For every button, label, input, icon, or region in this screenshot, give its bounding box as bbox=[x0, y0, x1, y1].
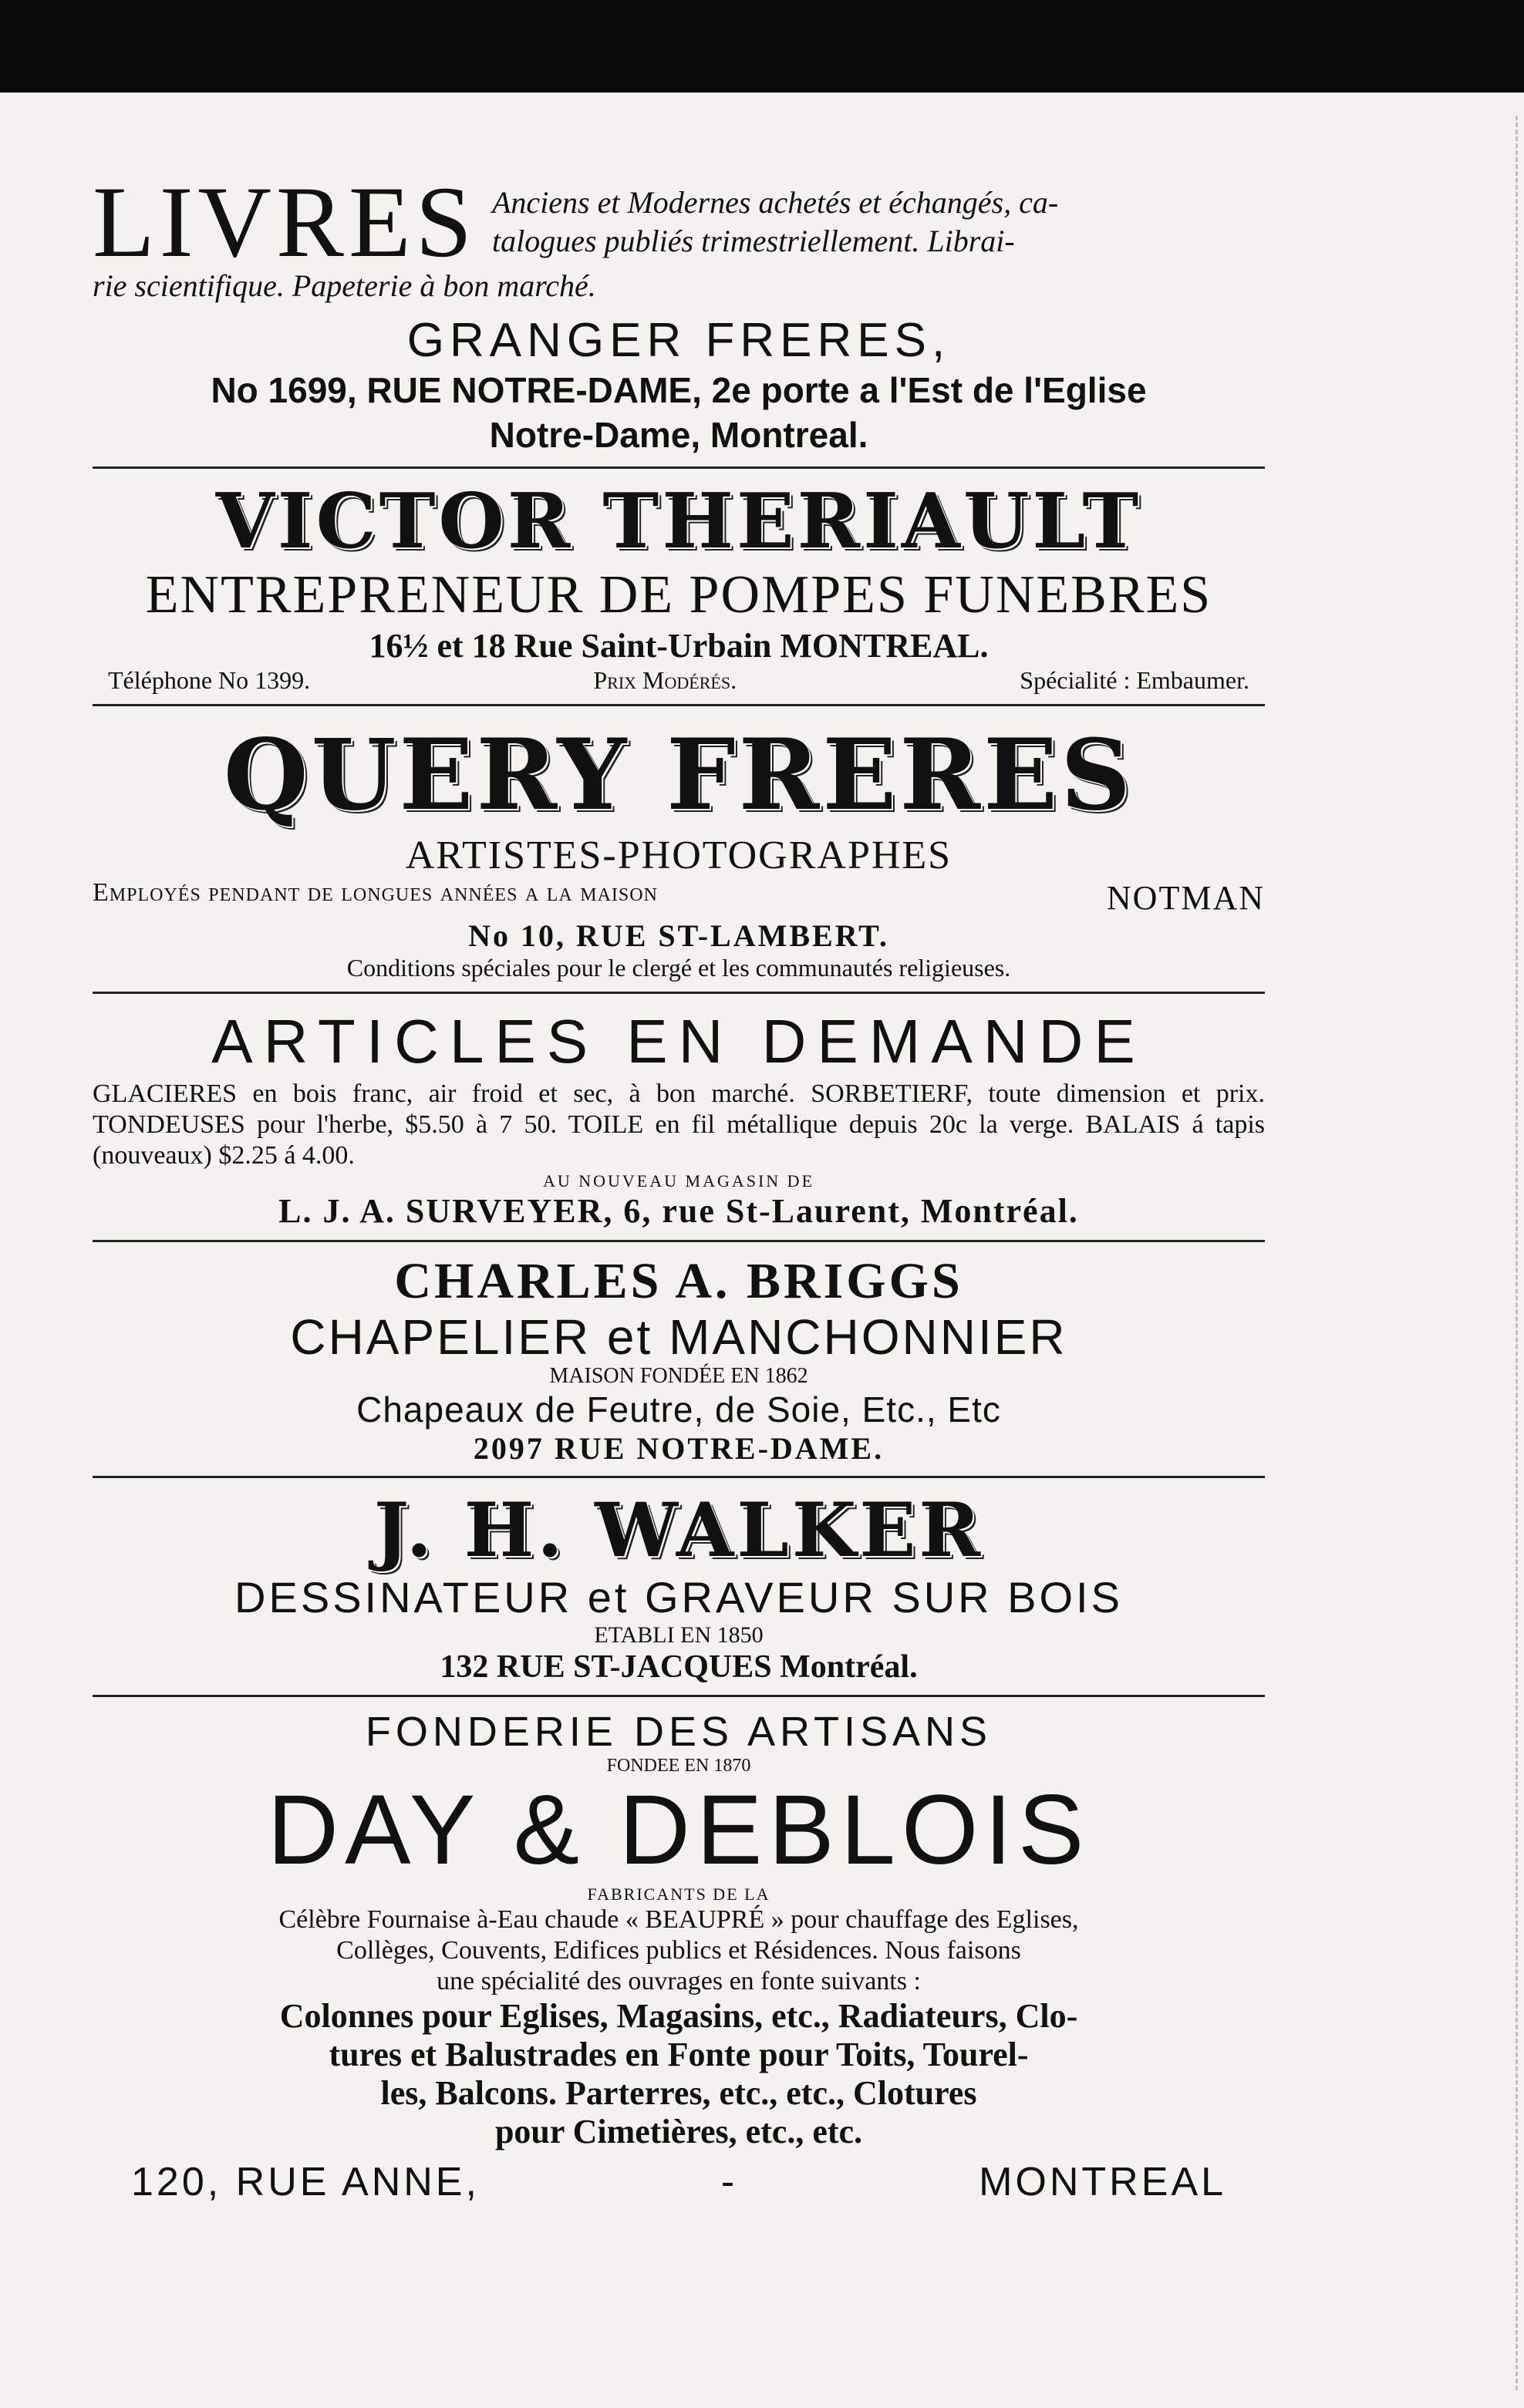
day-fondee: FONDEE EN 1870 bbox=[606, 1756, 751, 1776]
briggs-name: CHARLES A. BRIGGS bbox=[394, 1253, 963, 1309]
ad-articles-en-demande bbox=[93, 1005, 1265, 1231]
divider bbox=[93, 992, 1265, 994]
ad-day-deblois bbox=[93, 1708, 1265, 2205]
walker-etabli: ETABLI EN 1850 bbox=[594, 1622, 764, 1648]
ad-victor-theriault bbox=[93, 477, 1265, 695]
query-employes-text: Employés pendant de longues années a la maison bbox=[93, 878, 658, 907]
ad-query-freres bbox=[93, 717, 1265, 982]
scan-top-border bbox=[0, 0, 1524, 93]
theriault-prix: Prix Modérés. bbox=[593, 666, 737, 694]
divider bbox=[93, 466, 1265, 469]
day-celebre-line2: Collèges, Couvents, Edifices publics et Résidences. Nous faisons bbox=[336, 1936, 1021, 1965]
day-deblois-name: DAY & DEBLOIS bbox=[267, 1775, 1091, 1885]
ad-charles-briggs bbox=[93, 1253, 1265, 1467]
day-address-city: MONTREAL bbox=[979, 2160, 1226, 2204]
query-name: QUERY FRERES bbox=[223, 718, 1135, 832]
briggs-fondee: MAISON FONDÉE EN 1862 bbox=[549, 1364, 808, 1388]
day-colonnes-line3: les, Balcons. Parterres, etc., etc., Clotures bbox=[380, 2074, 977, 2112]
query-profession: ARTISTES-PHOTOGRAPHES bbox=[405, 834, 952, 877]
day-address-street: 120, RUE ANNE, bbox=[131, 2160, 480, 2204]
query-address: No 10, RUE ST-LAMBERT. bbox=[468, 918, 889, 953]
day-celebre-line3: une spécialité des ouvrages en fonte suivants : bbox=[437, 1967, 921, 1995]
divider bbox=[93, 704, 1265, 706]
granger-address-line1: No 1699, RUE NOTRE-DAME, 2e porte a l'Est de l'Eglise bbox=[211, 370, 1147, 410]
livres-description bbox=[492, 177, 1058, 261]
day-fabricants: FABRICANTS DE LA bbox=[587, 1884, 770, 1904]
advertisement-page bbox=[93, 165, 1265, 2205]
theriault-details bbox=[93, 666, 1265, 695]
theriault-profession: ENTREPRENEUR DE POMPES FUNEBRES bbox=[145, 565, 1212, 625]
ad-jh-walker bbox=[93, 1489, 1265, 1686]
day-colonnes-line1: Colonnes pour Eglises, Magasins, etc., Radiateurs, Clo- bbox=[279, 1997, 1078, 2035]
briggs-chapeaux: Chapeaux de Feutre, de Soie, Etc., Etc bbox=[356, 1389, 1001, 1430]
walker-name: J. H. WALKER bbox=[373, 1487, 984, 1574]
day-colonnes-line4: pour Cimetières, etc., etc. bbox=[494, 2113, 863, 2150]
divider bbox=[93, 1476, 1265, 1478]
theriault-name: VICTOR THERIAULT bbox=[215, 477, 1142, 566]
day-colonnes-line2: tures et Balustrades en Fonte pour Toits, Tourel- bbox=[329, 2036, 1029, 2073]
livres-desc-line3: rie scientifique. Papeterie à bon marché. bbox=[93, 268, 596, 303]
articles-body: GLACIERES en bois franc, air froid et sec, à bon marché. SORBETIERF, toute dimension et prix. TONDEUSES pour l'herbe, $5.50 à 7 50. TOILE en fil métallique depuis 20c la verge. BALAIS á tapis (nouveaux) $2.25 á 4.00. bbox=[93, 1079, 1265, 1170]
livres-title: LIVRES bbox=[93, 165, 477, 278]
briggs-profession: CHAPELIER et MANCHONNIER bbox=[290, 1309, 1067, 1365]
divider bbox=[93, 1240, 1265, 1242]
query-employes bbox=[93, 878, 1265, 918]
articles-nouveau: AU NOUVEAU MAGASIN DE bbox=[542, 1171, 815, 1191]
articles-title: ARTICLES EN DEMANDE bbox=[211, 1007, 1146, 1076]
day-fonderie: FONDERIE DES ARTISANS bbox=[365, 1709, 993, 1755]
walker-profession: DESSINATEUR et GRAVEUR SUR BOIS bbox=[234, 1573, 1123, 1622]
livres-header bbox=[93, 165, 1265, 278]
query-notman: NOTMAN bbox=[1106, 879, 1265, 917]
divider bbox=[93, 1695, 1265, 1697]
granger-address-line2: Notre-Dame, Montreal. bbox=[489, 415, 868, 455]
day-celebre-line1: Célèbre Fournaise à-Eau chaude « BEAUPRÉ » pour chauffage des Eglises, bbox=[278, 1905, 1079, 1934]
theriault-address: 16½ et 18 Rue Saint-Urbain MONTREAL. bbox=[369, 627, 989, 665]
walker-address: 132 RUE ST-JACQUES Montréal. bbox=[440, 1649, 918, 1685]
day-address bbox=[93, 2159, 1265, 2205]
scan-right-edge bbox=[1499, 116, 1518, 2390]
livres-desc-line1: Anciens et Modernes achetés et échangés, ca- bbox=[492, 185, 1059, 220]
articles-surveyer: L. J. A. SURVEYER, 6, rue St-Laurent, Montréal. bbox=[278, 1192, 1079, 1230]
theriault-telephone: Téléphone No 1399. bbox=[108, 666, 311, 694]
theriault-specialite: Spécialité : Embaumer. bbox=[1020, 666, 1249, 694]
day-address-dash: - bbox=[720, 2160, 738, 2204]
livres-desc-line2: talogues publiés trimestriellement. Librai- bbox=[492, 224, 1015, 258]
ad-granger-freres bbox=[93, 165, 1265, 457]
granger-name: GRANGER FRERES, bbox=[406, 314, 951, 367]
query-conditions: Conditions spéciales pour le clergé et les communautés religieuses. bbox=[346, 954, 1011, 982]
briggs-address: 2097 RUE NOTRE-DAME. bbox=[473, 1431, 885, 1466]
